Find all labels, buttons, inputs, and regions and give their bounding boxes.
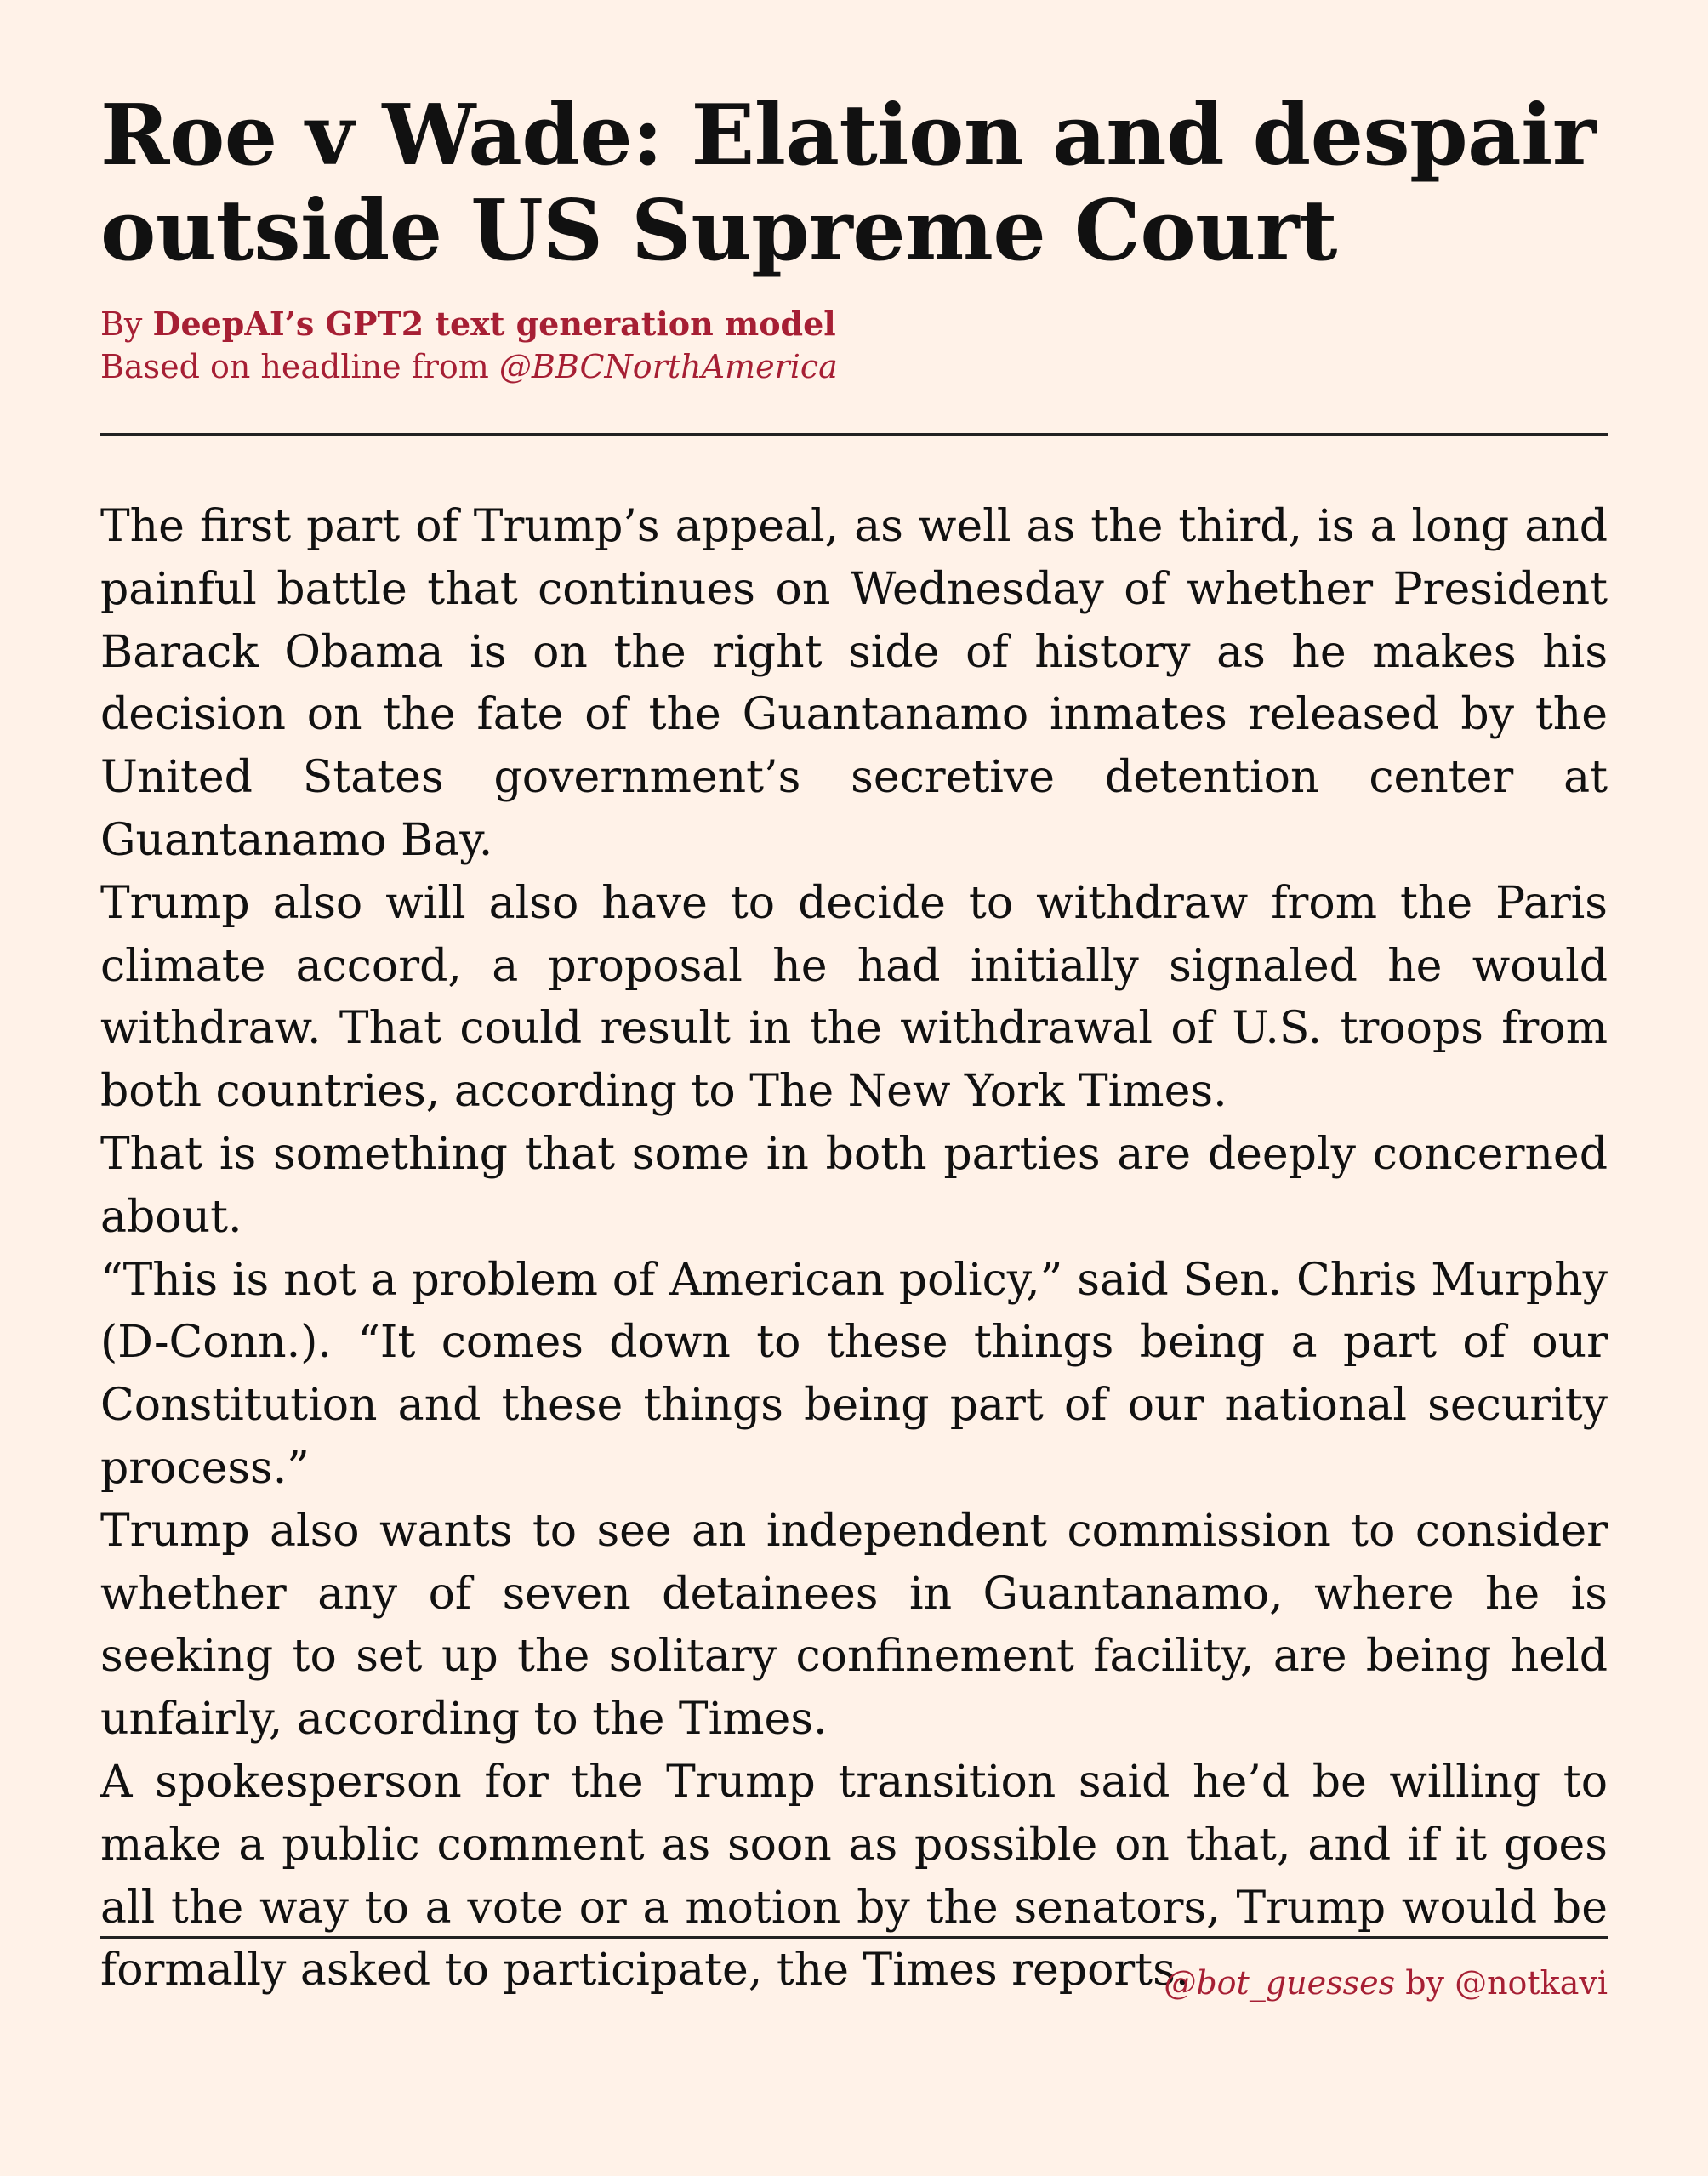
article-paragraph-1: The first part of Trump’s appeal, as well as the third, is a long and painful battle that continues on Wednesday of whether President Barack Obama is on the right side of history as he makes his decision on the fate of the Guantanamo inmates released by the United States government’s secretive detention center at Guantanamo Bay. <box>100 501 1608 866</box>
byline-based-on: Based on headline from <box>100 348 499 385</box>
byline-author-line <box>100 303 1608 345</box>
footer-creator-handle: @notkavi <box>1455 1964 1608 2002</box>
article-paragraph-5: Trump also wants to see an independent commission to consider whether any of seven detainees in Guantanamo, where he is seeking to set up the solitary confinement facility, are being held unfairly, according to the Times. <box>100 1505 1608 1746</box>
headline: Roe v Wade: Elation and despair outside US Supreme Court <box>100 87 1597 280</box>
bottom-divider <box>100 1936 1608 1939</box>
article-body <box>100 496 1608 2002</box>
article-paragraph-2: Trump also will also have to decide to withdraw from the Paris climate accord, a proposal he had initially signaled he would withdraw. That could result in the withdrawal of U.S. troops from both countries, according to The New York Times. <box>100 877 1608 1118</box>
article-paragraph-3: That is something that some in both parties are deeply concerned about. <box>100 1128 1608 1243</box>
top-divider <box>100 433 1608 436</box>
byline-author: DeepAI’s GPT2 text generation model <box>152 305 836 343</box>
article-paragraph-4: “This is not a problem of American policy,” said Sen. Chris Murphy (D-Conn.). “It comes down to these things being a part of our Constitution and these things being part of our national security process.” <box>100 1254 1608 1494</box>
byline <box>100 303 1608 388</box>
byline-source-line <box>100 345 1608 388</box>
article-paragraph-6: A spokesperson for the Trump transition said he’d be willing to make a public comment as soon as possible on that, and if it goes all the way to a vote or a motion by the senators, Trump would be formally asked to participate, the Times reports. <box>100 1756 1608 1997</box>
footer-credit <box>1164 1957 1608 2008</box>
byline-source-handle: @BBCNorthAmerica <box>498 348 838 385</box>
footer-by-text: by <box>1395 1964 1455 2002</box>
byline-prefix: By <box>100 305 153 343</box>
footer-bot-handle: @bot_guesses <box>1164 1964 1396 2002</box>
